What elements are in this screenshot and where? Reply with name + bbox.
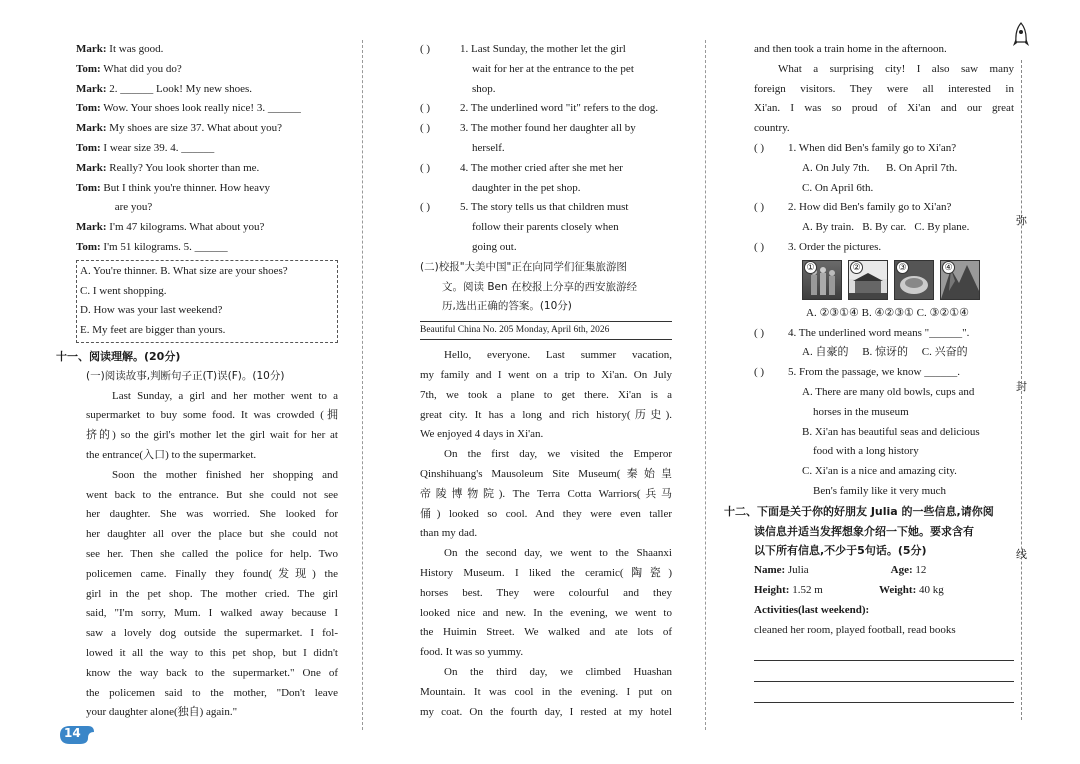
dialogue-line [76, 40, 338, 60]
story-text [76, 387, 338, 724]
article-line: the Huimin Street. We walked and ate lots of [420, 626, 672, 639]
dialogue-text: My shoes are size 37. What about you? [109, 122, 282, 135]
article-line: and then took a train home in the afternoon. [754, 43, 947, 55]
info-activities-label: Activities(last weekend): [754, 603, 870, 616]
story-line: the entrance(入口) to the supermarket. [86, 448, 257, 461]
picture-terra-cotta-warriors: ① [802, 260, 842, 300]
article-line: 俑) looked so cool. And they were even taller [420, 507, 672, 520]
section-12-title [724, 502, 1014, 561]
column-divider [362, 40, 363, 730]
story-line: see her. Then she called the police for help. Two [86, 547, 338, 560]
answer-paren[interactable]: ( ) [754, 240, 765, 253]
option-line: C. I went shopping. [80, 284, 167, 297]
story-line: lowed it all the way to this pet shop, but I didn't [86, 646, 338, 659]
column-right [724, 40, 1014, 703]
tf-question-line: going out. [472, 240, 517, 253]
column-divider [705, 40, 706, 730]
dialogue-line [76, 60, 338, 80]
multiple-choice-questions-2 [754, 324, 1014, 502]
info-activities: cleaned her room, played football, read books [754, 623, 956, 636]
part-2-title-line: 文。阅读 Ben 在校报上分享的西安旅游经 [442, 280, 637, 293]
dialogue-line [76, 238, 338, 258]
dialogue-text: 2. ______ Look! My new shoes. [109, 82, 252, 95]
writing-line[interactable] [754, 684, 1014, 703]
dialogue-text: Really? You look shorter than me. [109, 161, 260, 174]
options-box [76, 260, 338, 343]
dialogue [76, 40, 338, 258]
story-line: Soon the mother finished her shopping and [112, 468, 338, 481]
tf-question-line: wait for her at the entrance to the pet [472, 62, 634, 75]
tf-question-line: follow their parents closely when [472, 221, 619, 234]
info-height: 1.52 m [792, 583, 823, 596]
mc-question: ( ) 5. From the passage, we know ______. [754, 363, 1014, 383]
article-text [420, 346, 672, 722]
article-line: History Museum. I liked the ceramic(陶瓷) [420, 566, 672, 579]
story-line: went back to the entrance. But she could not see [86, 488, 338, 501]
speaker: Mark: [76, 221, 107, 234]
story-line: the policemen said to the mother, "Don't leave [86, 686, 338, 699]
side-char-seal: 封 [1016, 380, 1027, 393]
article-line: On the first day, we visited the Emperor [444, 448, 672, 461]
writing-line[interactable] [754, 642, 1014, 661]
dialogue-line [76, 198, 338, 218]
info-name: Julia [787, 564, 809, 577]
tf-question-line: ( ) 3. The mother found her daughter all by [420, 119, 672, 139]
mc-option: C. Xi'an is a nice and amazing city. [802, 465, 957, 478]
answer-paren[interactable]: ( ) [754, 141, 765, 154]
newspaper-header: Beautiful China No. 205 Monday, April 6th, 2026 [420, 321, 672, 340]
mc-option: Ben's family like it very much [802, 484, 947, 497]
column-left [56, 40, 338, 723]
dialogue-text: I'm 51 kilograms. 5. ______ [103, 240, 228, 253]
info-age: 12 [915, 564, 927, 577]
article-line: Hello, everyone. Last summer vacation, [444, 349, 672, 362]
speaker: Mark: [76, 161, 107, 174]
section-12-title-line: 十二、下面是关于你的好朋友 Julia 的一些信息,请你阅 [724, 504, 994, 518]
story-line: know the way back to the supermarket." One of [86, 666, 338, 679]
tf-question-line: ( ) 5. The story tells us that children must [420, 198, 672, 218]
tf-question-line: shop. [472, 82, 496, 95]
mc-option: food with a long history [802, 445, 919, 458]
tf-question-line: daughter in the pet shop. [472, 181, 581, 194]
dialogue-line [76, 159, 338, 179]
article-line: Xi'an. I was so proud of Xi'an and our great [754, 102, 1014, 115]
option-line: D. How was your last weekend? [80, 304, 223, 317]
dialogue-text: What did you do? [103, 62, 182, 75]
answer-paren[interactable]: ( ) [754, 366, 765, 379]
dialogue-line [76, 99, 338, 119]
writing-line[interactable] [754, 663, 1014, 682]
article-line: country. [754, 122, 790, 135]
tf-question-line: herself. [472, 141, 505, 154]
page-number: 14 [58, 724, 96, 746]
dialogue-text: It was good. [109, 43, 164, 55]
speaker: Tom: [76, 102, 101, 115]
column-middle [420, 40, 672, 722]
story-line: supermarket to buy some food. It was crowded (拥 [86, 409, 338, 422]
article-line: 7th, we took a plane to get there. Xi'an is a [420, 388, 672, 401]
speaker: Mark: [76, 82, 107, 95]
dialogue-line [76, 139, 338, 159]
dialogue-line [76, 179, 338, 199]
answer-paren[interactable]: ( ) [754, 326, 765, 339]
answer-paren[interactable]: ( ) [420, 43, 431, 55]
mc-question: ( ) 1. When did Ben's family go to Xi'an? [754, 139, 1014, 159]
option-line: E. My feet are bigger than yours. [80, 324, 226, 337]
story-line: 挤的) so the girl's mother let the girl wait for her at [86, 429, 338, 442]
speaker: Tom: [76, 181, 101, 194]
mc-option: A. There are many old bowls, cups and [802, 385, 975, 398]
answer-paren[interactable]: ( ) [420, 102, 431, 115]
mc-option: horses in the museum [802, 405, 909, 418]
part-2-title-line: 历,选出正确的答案。(10分) [442, 300, 572, 313]
picture-mountain: ④ [940, 260, 980, 300]
info-row-2: Height: 1.52 m Weight: 40 kg [754, 581, 1014, 601]
answer-paren[interactable]: ( ) [420, 161, 431, 174]
speaker: Tom: [76, 240, 101, 253]
mc-question: ( ) 3. Order the pictures. [754, 238, 1014, 258]
rocket-icon [1012, 22, 1030, 50]
story-line: saw a lovely dog outside the supermarket. I fol- [86, 627, 338, 640]
speaker: Mark: [76, 122, 107, 135]
mc-option: A. 自豪的 B. 惊讶的 C. 兴奋的 [802, 346, 968, 359]
article-text-end [754, 40, 1014, 139]
part-2-title-line: (二)校报"大美中国"正在向同学们征集旅游图 [420, 260, 627, 273]
section-11-title: 十一、阅读理解。(20分) [56, 349, 181, 363]
section-12-title-line: 以下所有信息,不少于5句话。(5分) [754, 544, 927, 558]
true-false-questions [420, 40, 672, 258]
story-line: her daughter all over the place but she could not [86, 528, 338, 541]
story-line: policemen came. Finally they found(发现) the [86, 567, 338, 580]
story-line: Last Sunday, a girl and her mother went to a [112, 389, 338, 402]
option-line: A. You're thinner. B. What size are your shoes? [80, 264, 288, 277]
article-line: On the third day, we climbed Huashan [444, 665, 672, 678]
speaker: Mark: [76, 43, 107, 55]
tf-question-line: ( ) 2. The underlined word "it" refers to the dog. [420, 99, 672, 119]
article-line: my coat. On the fourth day, I rested at my hotel [420, 705, 672, 718]
dialogue-line [76, 218, 338, 238]
dialogue-line [76, 119, 338, 139]
article-line: looked nice and new. In the evening, we went to [420, 606, 672, 619]
mc-option: A. By train. B. By car. C. By plane. [802, 221, 970, 234]
article-line: horses best. They were colourful and they [420, 586, 672, 599]
part-2-title [420, 258, 672, 317]
story-line: her daughter. She was worried. She looked for [86, 508, 338, 521]
q3-options: A. ②③①④ B. ④②③① C. ③②①④ [806, 306, 969, 319]
tf-question-line: ( ) 4. The mother cried after she met her [420, 159, 672, 179]
article-line: foreign visitors. They were all interested in [754, 82, 1014, 95]
mc-question: ( ) 4. The underlined word means "______". [754, 324, 1014, 344]
article-line: 帝陵博物院). The Terra Cotta Warriors(兵马 [420, 487, 672, 500]
info-weight: 40 kg [918, 583, 944, 596]
story-line: your daughter alone(独自) again." [86, 706, 238, 719]
side-char-line: 线 [1016, 548, 1027, 561]
answer-paren[interactable]: ( ) [754, 201, 765, 214]
story-line: said, "I'm sorry, Mum. I walked away because I [86, 607, 338, 620]
story-line: girl in the pet shop. The mother cried. The girl [86, 587, 338, 600]
article-line: food. It was so yummy. [420, 646, 524, 659]
tf-question-line: ( ) 1. Last Sunday, the mother let the girl [420, 40, 672, 60]
mc-option: C. On April 6th. [802, 181, 874, 194]
dialogue-text: But I think you're thinner. How heavy [103, 181, 271, 194]
info-row-1: Name: Julia Age: 12 [754, 561, 1014, 581]
article-line: great city. It has a long and rich history(历史). [420, 408, 672, 421]
section-12-title-line: 读信息并适当发挥想象介绍一下她。要求含有 [754, 524, 974, 538]
speaker: Tom: [76, 62, 101, 75]
article-line: than my dad. [420, 527, 478, 540]
part-1-title: (一)阅读故事,判断句子正(T)误(F)。(10分) [86, 369, 285, 382]
multiple-choice-questions [754, 139, 1014, 258]
article-line: On the second day, we went to the Shaanxi [444, 547, 672, 560]
answer-paren[interactable]: ( ) [420, 122, 431, 135]
dialogue-line [76, 80, 338, 100]
picture-museum: ② [848, 260, 888, 300]
mc-question: ( ) 2. How did Ben's family go to Xi'an? [754, 198, 1014, 218]
dialogue-text: I'm 47 kilograms. What about you? [109, 221, 265, 234]
dialogue-text: are you? [114, 201, 153, 214]
article-line: What a surprising city! I also saw many [778, 62, 1014, 75]
article-line: my family and I went on a trip to Xi'an. On July [420, 368, 672, 381]
side-char-seal: 弥 [1016, 214, 1027, 227]
mc-option: B. Xi'an has beautiful seas and delicious [802, 425, 980, 438]
picture-ceramic-horse: ③ [894, 260, 934, 300]
dialogue-text: I wear size 39. 4. ______ [103, 141, 215, 154]
article-line: Qinshihuang's Mausoleum Site Museum(秦始皇 [420, 467, 672, 480]
article-line: Mountain. It was cool in the evening. I put on [420, 685, 672, 698]
answer-paren[interactable]: ( ) [420, 201, 431, 214]
dialogue-text: Wow. Your shoes look really nice! 3. ______ [103, 102, 301, 115]
picture-row [802, 260, 1014, 300]
speaker: Tom: [76, 141, 101, 154]
article-line: We enjoyed 4 days in Xi'an. [420, 428, 544, 441]
mc-option: A. On July 7th. B. On April 7th. [802, 161, 958, 174]
